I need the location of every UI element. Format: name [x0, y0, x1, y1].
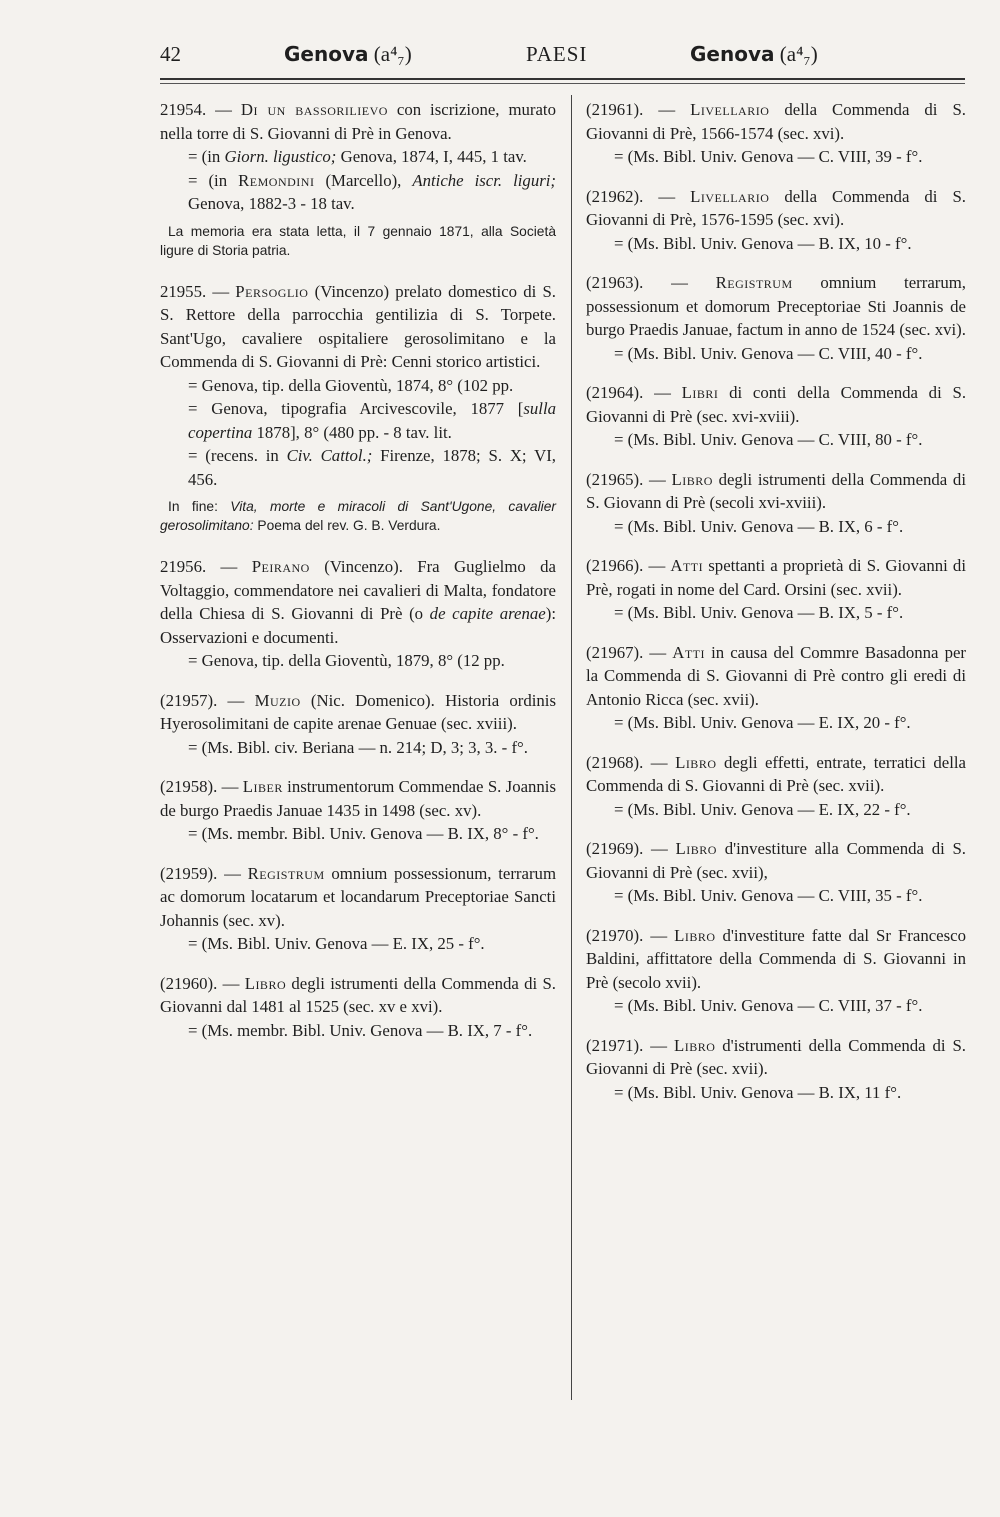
entry-number: (21962). — [586, 186, 691, 206]
entry-number: (21957). — [160, 690, 255, 710]
entry-number: 21954. — [160, 100, 241, 119]
entry-author: Registrum [247, 863, 325, 883]
entry-title [586, 751, 966, 798]
entry-author: Peirano [251, 557, 310, 576]
column-divider [571, 95, 572, 1400]
right-column [586, 98, 966, 1120]
entry-reference [160, 397, 556, 444]
header-right-suffix: (a⁴₇) [774, 42, 818, 66]
entry-reference: = (Ms. Bibl. Univ. Genova — E. IX, 25 - f°. [188, 934, 485, 953]
note-prefix: In fine: [168, 499, 231, 514]
entry-title [160, 775, 556, 822]
entry-title [160, 280, 556, 374]
entry-text: degli istrumenti della Commenda di S. Giovann di Prè (secoli xvi-xviii). [586, 469, 966, 512]
entry-text-end: ): Osservazioni e documenti. [160, 604, 556, 647]
entry-author: Livellario [690, 100, 770, 119]
entry-number: (21961). — [586, 100, 691, 119]
header-rule-thin [160, 83, 965, 84]
entry-text: degli effetti, entrate, terratici della Commenda di S. Giovanni di Prè (sec. xvii). [586, 752, 966, 795]
entry-reference [160, 444, 556, 491]
entry-reference: = (Ms. Bibl. Univ. Genova — E. IX, 22 - f°. [614, 799, 911, 819]
entry-number: (21960). — [160, 973, 245, 993]
entry-note: La memoria era stata letta, il 7 gennaio 1871, alla Società ligure di Storia patria. [160, 223, 556, 258]
entry-author: Persoglio [235, 281, 309, 301]
entry-21967 [586, 641, 966, 735]
entry-title [586, 98, 966, 145]
entry-text: (Vincenzo) prelato domestico di S. S. Rettore della parrocchia gentilizia di S. Torpete. Sant'Ugo, cavaliere ospitaliere gerosolimitano e la Commenda di S. Giovanni di Prè: Cenni storico artistici. [160, 281, 556, 371]
ref-details: Genova, 1874, I, 445, 1 tav. [336, 147, 527, 166]
entry-author: Liber [242, 777, 283, 796]
entry-reference: = (Ms. Bibl. Univ. Genova — C. VIII, 35 - f°. [614, 886, 923, 905]
entry-author: Libro [675, 839, 717, 858]
entry-title [160, 972, 556, 1019]
ref-author: Remondini [238, 170, 315, 190]
entry-author: Atti [670, 556, 704, 575]
entry-reference: = (Ms. Bibl. Univ. Genova — B. IX, 10 - f°. [614, 233, 912, 253]
ref-prefix: = (in [188, 170, 239, 190]
header-right-title [690, 42, 818, 67]
entry-number: (21970). — [586, 925, 675, 945]
entry-text: in causa del Commre Basadonna per la Commenda di S. Giovanni di Prè contro gli eredi di Antonio Ricca (sec. xvii). [586, 642, 966, 709]
entry-reference: = (Ms. Bibl. Univ. Genova — B. IX, 11 f°. [614, 1082, 902, 1102]
entry-title [160, 98, 556, 145]
entry-text: (Vincenzo). Fra Guglielmo da Voltaggio, commendatore nei cavalieri di Malta, fondatore della Chiesa di S. Giovanni di Prè (o [160, 557, 556, 623]
entry-text: d'istrumenti della Commenda di S. Giovanni di Prè (sec. xvii). [586, 1035, 966, 1078]
entry-reference [160, 169, 556, 216]
entry-reference: = (Ms. Bibl. Univ. Genova — B. IX, 6 - f°. [614, 516, 904, 536]
entry-title [586, 641, 966, 712]
entry-number: 21956. — [160, 557, 252, 576]
entry-reference: = (Ms. Bibl. Univ. Genova — E. IX, 20 - f°. [614, 713, 911, 732]
entry-21971 [586, 1034, 966, 1105]
entry-number: (21967). — [586, 642, 673, 662]
entry-21954 [160, 98, 556, 260]
header-left-title [284, 42, 412, 67]
header-right-place: Genova [690, 42, 775, 66]
ref-journal: Giorn. ligustico; [224, 147, 337, 166]
entry-author: Libro [675, 752, 717, 772]
entry-text: (Nic. Domenico). Historia ordinis Hyerosolimitani de capite arenae Genuae (sec. xviii). [160, 690, 556, 733]
entry-21966 [586, 554, 966, 625]
ref-prefix: = (recens. in [188, 446, 287, 465]
entry-title [586, 381, 966, 428]
entry-text: spettanti a proprietà di S. Giovanni di Prè, rogati in nome del Card. Orsini (sec. xvii). [586, 556, 966, 599]
entry-21958 [160, 775, 556, 846]
ref-journal: Civ. Cattol.; [286, 446, 373, 465]
entry-21965 [586, 468, 966, 539]
entry-21962 [586, 185, 966, 256]
header-rule-thick [160, 78, 965, 80]
entry-number: (21971). — [586, 1035, 674, 1055]
entry-reference: = (Ms. Bibl. Univ. Genova — B. IX, 5 - f°. [614, 603, 904, 622]
entry-reference [160, 145, 556, 169]
entry-title [160, 862, 556, 933]
entry-author: Muzio [254, 690, 301, 710]
entry-text: d'investiture alla Commenda di S. Giovanni di Prè (sec. xvii), [586, 839, 966, 882]
entry-reference: = (Ms. Bibl. Univ. Genova — C. VIII, 37 - f°. [614, 996, 923, 1015]
entry-title [160, 689, 556, 736]
entry-text: omnium terrarum, possessionum et domorum Preceptoriae Sti Joannis de burgo Praedis Januae, factum in anno de 1524 (sec. xvi). [586, 273, 967, 339]
entry-reference: = (Ms. Bibl. Univ. Genova — C. VIII, 40 - f°. [614, 343, 923, 363]
entry-title [586, 468, 966, 515]
entry-reference: = (Ms. membr. Bibl. Univ. Genova — B. IX, 7 - f°. [188, 1020, 533, 1040]
entry-number: (21968). — [586, 752, 676, 772]
entry-number: (21965). — [586, 469, 672, 489]
entry-number: 21955. — [160, 281, 236, 301]
running-header [160, 42, 955, 78]
entry-number: (21964). — [586, 383, 682, 402]
entry-number: (21958). — [160, 777, 243, 796]
entry-note [160, 497, 556, 535]
entry-title [586, 924, 966, 995]
ref-author-first: (Marcello), [314, 170, 413, 190]
entry-21969 [586, 837, 966, 908]
entry-title [586, 1034, 966, 1081]
entry-author: Di un bassorilievo [240, 100, 388, 119]
page-number: 42 [160, 42, 181, 66]
ref-cover: sulla copertina [188, 399, 556, 442]
entry-21961 [586, 98, 966, 169]
entry-reference: = Genova, tip. della Gioventù, 1874, 8° (102 pp. [188, 375, 514, 395]
entry-number: (21966). — [586, 556, 671, 575]
entry-text: con iscrizione, murato nella torre di S. Giovanni di Prè in Genova. [160, 100, 556, 143]
entry-number: (21959). — [160, 863, 248, 883]
entry-number: (21969). — [586, 839, 676, 858]
entry-author: Libro [673, 1035, 716, 1055]
entry-title [586, 554, 966, 601]
entry-title [160, 555, 556, 649]
entry-author: Libri [681, 383, 719, 402]
entry-reference: = (Ms. membr. Bibl. Univ. Genova — B. IX, 8° - f°. [188, 824, 539, 843]
entry-21957 [160, 689, 556, 760]
entry-title [586, 185, 966, 232]
ref-details: Firenze, 1878; S. X; VI, 456. [188, 446, 556, 489]
ref-details: Genova, 1882-3 - 18 tav. [188, 194, 355, 213]
entry-number: (21963). — [586, 273, 716, 292]
entry-reference: = Genova, tip. della Gioventù, 1879, 8° (12 pp. [188, 651, 505, 670]
entry-21956 [160, 555, 556, 673]
entry-21970 [586, 924, 966, 1018]
entry-text: instrumentorum Commendae S. Joannis de burgo Praedis Januae 1435 in 1498 (sec. xv). [160, 777, 557, 820]
entry-reference: = (Ms. Bibl. Univ. Genova — C. VIII, 80 - f°. [614, 430, 923, 449]
header-left-suffix: (a⁴₇) [368, 42, 412, 66]
entry-21959 [160, 862, 556, 956]
entry-21963 [586, 271, 966, 365]
entry-21960 [160, 972, 556, 1043]
entry-text: omnium possessionum, terrarum ac domorum locatarum et locandarum Preceptoriae Sancti Johannis (sec. xv). [160, 863, 556, 930]
ref-details: 1878], 8° (480 pp. - 8 tav. lit. [252, 422, 452, 442]
ref-work: Antiche iscr. liguri; [412, 170, 556, 190]
entry-title [586, 837, 966, 884]
entry-author: Registrum [715, 273, 793, 292]
note-title: Vita, morte e miracoli di Sant'Ugone, cavalier gerosolimitano: [160, 499, 556, 533]
entry-text: degli istrumenti della Commenda di S. Giovanni dal 1481 al 1525 (sec. xv e xvi). [160, 973, 556, 1016]
entry-text: d'investiture fatte dal Sr Francesco Baldini, affittatore della Commenda di S. Giovanni in Prè (secolo xvii). [586, 925, 966, 992]
header-section: PAESI [526, 42, 588, 66]
left-column [160, 98, 556, 1058]
entry-21968 [586, 751, 966, 822]
ref-prefix: = Genova, tipografia Arcivescovile, 1877 [ [188, 399, 524, 418]
entry-author: Libro [674, 925, 716, 945]
entry-author: Libro [244, 973, 287, 993]
entry-author: Atti [672, 642, 706, 662]
ref-prefix: = (in [188, 147, 225, 166]
entry-reference: = (Ms. Bibl. civ. Beriana — n. 214; D, 3; 3, 3. - f°. [188, 737, 528, 757]
entry-21964 [586, 381, 966, 452]
entry-author: Livellario [690, 186, 770, 206]
entry-text-italic: de capite arenae [429, 604, 546, 623]
entry-text: di conti della Commenda di S. Giovanni di Prè (sec. xvi-xviii). [586, 383, 967, 426]
note-author: Poema del rev. G. B. Verdura. [253, 518, 441, 533]
entry-author: Libro [671, 469, 713, 489]
entry-title [586, 271, 966, 342]
entry-text: della Commenda di S. Giovanni di Prè, 1576-1595 (sec. xvi). [586, 186, 967, 229]
entry-21955 [160, 280, 556, 536]
entry-text: della Commenda di S. Giovanni di Prè, 1566-1574 (sec. xvi). [586, 100, 967, 143]
entry-reference: = (Ms. Bibl. Univ. Genova — C. VIII, 39 - f°. [614, 147, 923, 166]
header-left-place: Genova [284, 42, 369, 66]
